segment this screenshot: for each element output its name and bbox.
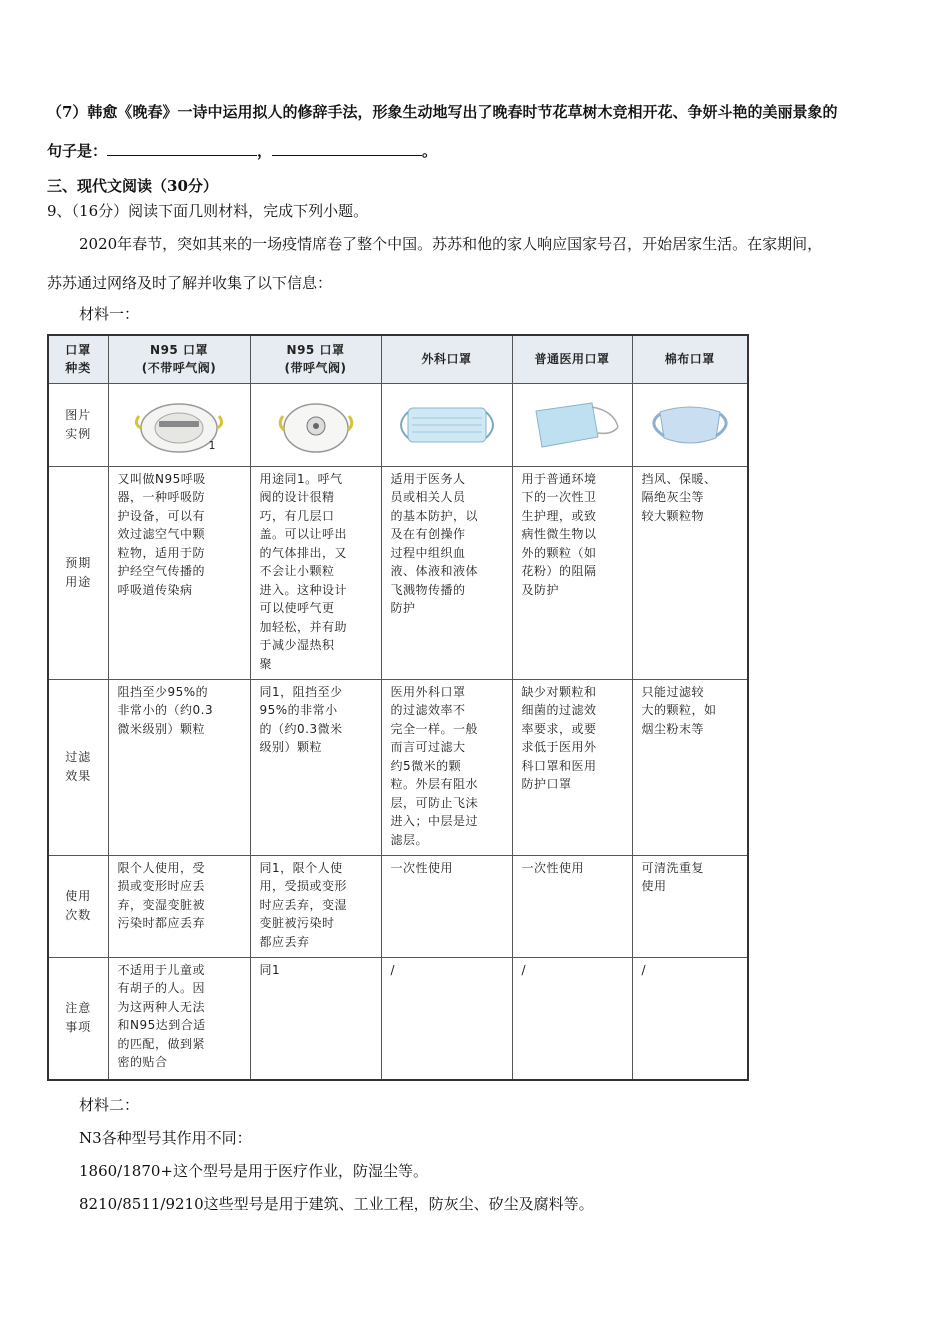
image-tag: 1	[208, 439, 216, 452]
column-header: N95 口罩 (不带呼气阀)	[108, 335, 250, 383]
table-cell: 挡风、保暖、 隔绝灰尘等 较大颗粒物	[632, 466, 748, 679]
material-2-n3-line: N3各种型号其作用不同：	[79, 1129, 252, 1147]
material-2-label: 材料二：	[79, 1096, 140, 1114]
material-2-line-1: 1860/1870+这个型号是用于医疗作业，防湿尘等。	[79, 1162, 428, 1180]
table-cell: 用途同1。呼气 阀的设计很精 巧，有几层口 盖。可以让呼出 的气体排出，又 不会让小颗粒 进入。这种设计 可以使呼气更 加轻松，并有助 于减少湿热积 聚	[250, 466, 381, 679]
table-row	[48, 679, 748, 855]
table-cell: 同1，限个人使 用，受损或变形 时应丢弃，变湿 变脏被污染时 都应丢弃	[250, 855, 381, 957]
table-cell: /	[632, 957, 748, 1080]
n95-valve-mask-icon	[271, 394, 361, 456]
row-header: 注意 事项	[48, 957, 108, 1080]
cotton-mask-icon	[642, 400, 738, 450]
table-cell: 一次性使用	[381, 855, 512, 957]
table-cell: 可清洗重复 使用	[632, 855, 748, 957]
answer-blank-2[interactable]	[272, 141, 422, 156]
table-cell: 不适用于儿童或 有胡子的人。因 为这两种人无法 和N95达到合适 的匹配，做到紧 密的贴合	[108, 957, 250, 1080]
material-1-label: 材料一：	[79, 305, 140, 323]
corner-cell: 口罩 种类	[48, 335, 108, 383]
surgical-mask-image	[381, 383, 512, 466]
mask-comparison-table	[47, 334, 749, 1081]
table-cell: 用于普通环境 下的一次性卫 生护理，或致 病性微生物以 外的颗粒（如 花粉）的阻隔 及防护	[512, 466, 632, 679]
row-header: 预期 用途	[48, 466, 108, 679]
table-row	[48, 957, 748, 1080]
table-cell: 适用于医务人 员或相关人员 的基本防护，以 及在有创操作 过程中组织血 液、体液和液体 飞溅物传播的 防护	[381, 466, 512, 679]
table-row	[48, 466, 748, 679]
image-row	[48, 383, 748, 466]
medical-mask-icon	[522, 397, 622, 453]
n95-valve-image	[250, 383, 381, 466]
material-2-line-2: 8210/8511/9210这些型号是用于建筑、工业工程，防灰尘、矽尘及腐料等。	[79, 1195, 594, 1213]
surgical-mask-icon	[392, 400, 502, 450]
question-7-text: （7）韩愈《晚春》一诗中运用拟人的修辞手法，形象生动地写出了晚春时节花草树木竞相开花、争妍斗艳的美丽景象的	[47, 103, 838, 121]
column-header: N95 口罩 (带呼气阀)	[250, 335, 381, 383]
table-cell: 一次性使用	[512, 855, 632, 957]
table-header-row	[48, 335, 748, 383]
answer-blank-1[interactable]	[107, 141, 257, 156]
row-header: 图片 实例	[48, 383, 108, 466]
table-cell: 限个人使用，受 损或变形时应丢 弃，变湿变脏被 污染时都应丢弃	[108, 855, 250, 957]
table-row	[48, 855, 748, 957]
question-7-answer-line	[47, 140, 437, 162]
table-cell: 只能过滤较 大的颗粒，如 烟尘粉末等	[632, 679, 748, 855]
answer-prefix: 句子是：	[47, 142, 108, 160]
column-header: 外科口罩	[381, 335, 512, 383]
medical-mask-image	[512, 383, 632, 466]
table-cell: 阻挡至少95%的 非常小的（约0.3 微米级别）颗粒	[108, 679, 250, 855]
table-cell: 又叫做N95呼吸 器，一种呼吸防 护设备，可以有 效过滤空气中颗 粒物，适用于防 护经空气传播的 呼吸道传染病	[108, 466, 250, 679]
table-cell: /	[512, 957, 632, 1080]
table-cell: /	[381, 957, 512, 1080]
answer-end: 。	[422, 142, 438, 160]
cotton-mask-image	[632, 383, 748, 466]
table-cell: 同1，阻挡至少 95%的非常小 的（约0.3微米 级别）颗粒	[250, 679, 381, 855]
question-9-text: 9、（16分）阅读下面几则材料，完成下列小题。	[47, 202, 369, 220]
passage-line-2: 苏苏通过网络及时了解并收集了以下信息：	[47, 274, 333, 292]
row-header: 使用 次数	[48, 855, 108, 957]
n95-no-valve-image	[108, 383, 250, 466]
column-header: 普通医用口罩	[512, 335, 632, 383]
table-cell: 缺少对颗粒和 细菌的过滤效 率要求，或要 求低于医用外 科口罩和医用 防护口罩	[512, 679, 632, 855]
passage-line-1: 2020年春节，突如其来的一场疫情席卷了整个中国。苏苏和他的家人响应国家号召，开始居家生活。在家期间，	[79, 235, 823, 253]
answer-separator: ，	[257, 142, 273, 160]
column-header: 棉布口罩	[632, 335, 748, 383]
table-cell: 同1	[250, 957, 381, 1080]
row-header: 过滤 效果	[48, 679, 108, 855]
section-title: 三、现代文阅读（30分）	[47, 177, 218, 195]
table-cell: 医用外科口罩 的过滤效率不 完全一样。一般 而言可过滤大 约5微米的颗 粒。外层有阻水 层，可防止飞沫 进入；中层是过 滤层。	[381, 679, 512, 855]
